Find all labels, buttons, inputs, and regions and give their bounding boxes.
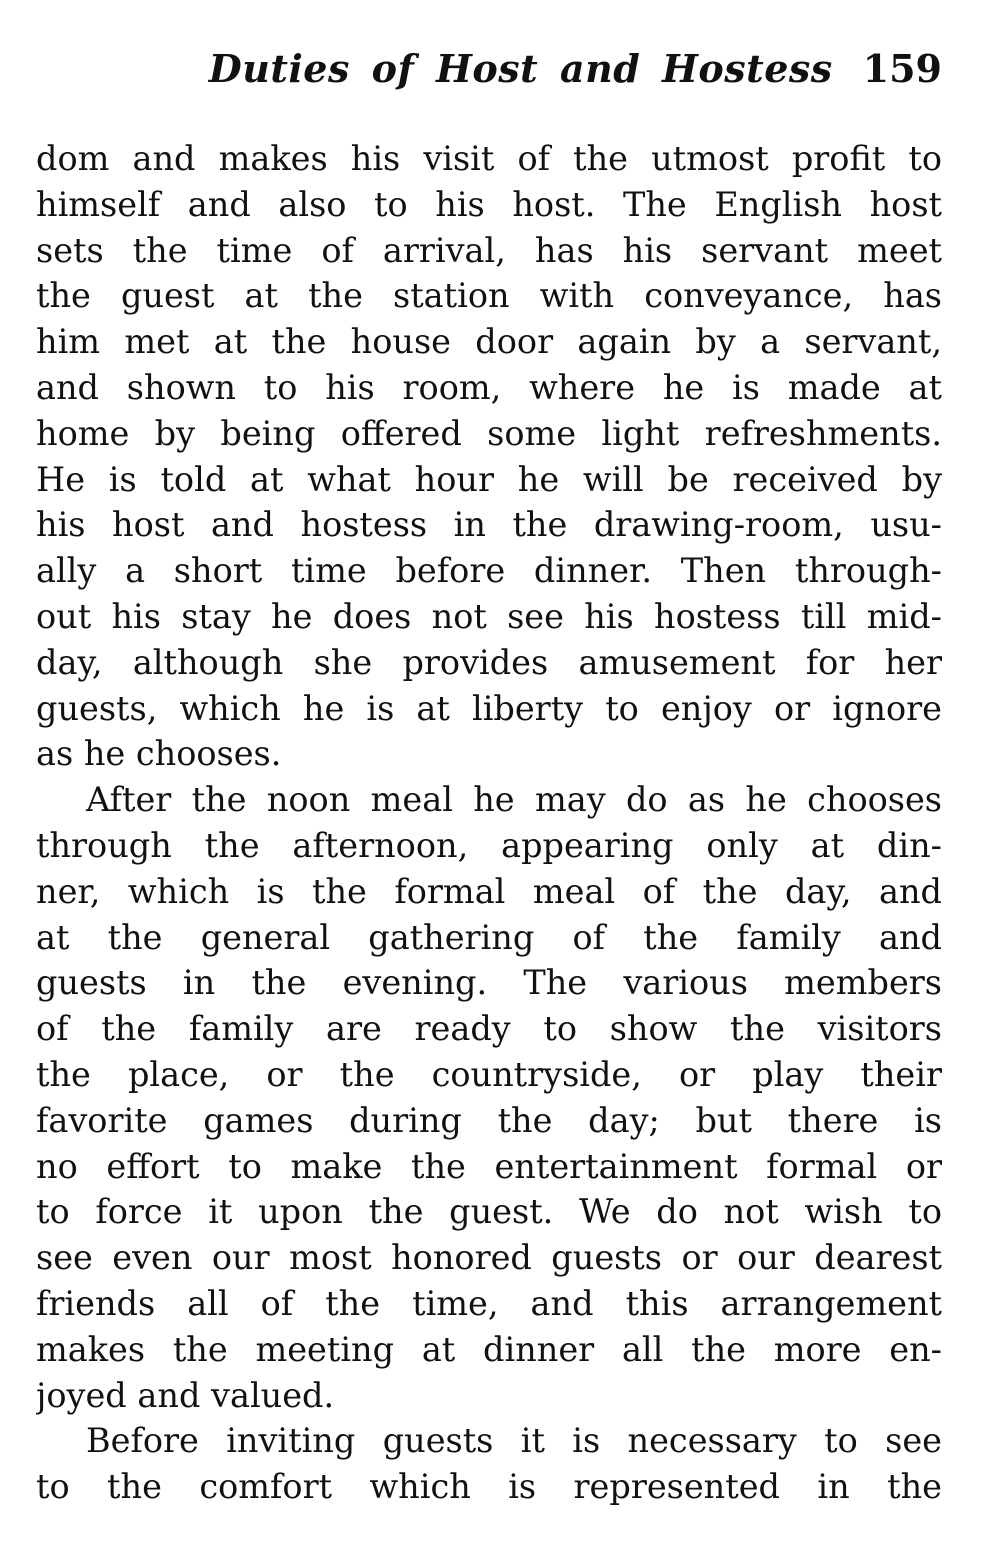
text-line: out his stay he does not see his hostess till mid-: [36, 596, 942, 636]
text-line: to force it upon the guest. We do not wish to: [36, 1192, 942, 1232]
text-line: makes the meeting at dinner all the more en-: [36, 1329, 942, 1369]
text-line: sets the time of arrival, has his servant meet: [36, 230, 942, 270]
text-line: see even our most honored guests or our dearest: [36, 1238, 942, 1278]
text-line: friends all of the time, and this arrangement: [36, 1283, 942, 1323]
text-line: his host and hostess in the drawing-room, usu-: [36, 505, 942, 545]
text-line: him met at the house door again by a servant,: [36, 322, 942, 362]
text-line: favorite games during the day; but there is: [36, 1100, 942, 1140]
text-line: no effort to make the entertainment formal or: [36, 1146, 942, 1186]
text-line: He is told at what hour he will be received by: [36, 459, 942, 499]
text-line: the guest at the station with conveyance, has: [36, 276, 942, 316]
running-title: Duties of Host and Hostess: [208, 46, 833, 91]
text-line: the place, or the countryside, or play their: [36, 1054, 942, 1094]
text-line: guests in the evening. The various members: [36, 963, 942, 1003]
paragraph-start-line: After the noon meal he may do as he chooses: [86, 780, 942, 820]
text-line: to the comfort which is represented in the: [36, 1467, 942, 1507]
text-line: home by being offered some light refreshments.: [36, 413, 942, 453]
paragraph-start-line: Before inviting guests it is necessary to see: [86, 1421, 942, 1461]
page-number: 159: [862, 46, 942, 91]
text-line: himself and also to his host. The English host: [36, 184, 942, 224]
text-line: and shown to his room, where he is made at: [36, 367, 942, 407]
text-line: through the afternoon, appearing only at din-: [36, 825, 942, 865]
running-head: [36, 46, 942, 106]
text-line: ner, which is the formal meal of the day, and: [36, 871, 942, 911]
text-line: day, although she provides amusement for her: [36, 642, 942, 682]
text-line: as he chooses.: [36, 734, 282, 774]
body-text: [36, 136, 942, 1510]
text-line: ally a short time before dinner. Then through-: [36, 551, 942, 591]
text-line: guests, which he is at liberty to enjoy or ignore: [36, 688, 942, 728]
text-line: joyed and valued.: [36, 1375, 335, 1415]
text-line: dom and makes his visit of the utmost profit to: [36, 139, 942, 178]
text-line: of the family are ready to show the visitors: [36, 1009, 942, 1049]
text-line: at the general gathering of the family and: [36, 917, 942, 957]
